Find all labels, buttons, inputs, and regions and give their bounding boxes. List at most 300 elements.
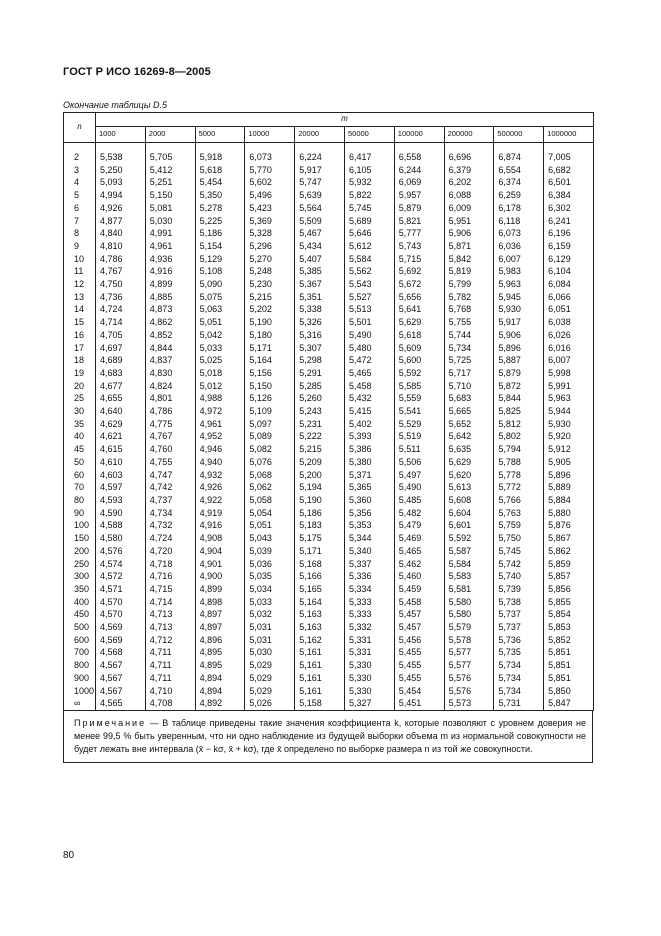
k-value-cell: 5,455 xyxy=(394,672,444,685)
k-value-cell: 5,455 xyxy=(394,646,444,659)
k-value-cell: 5,109 xyxy=(245,405,295,418)
table-row xyxy=(64,303,594,316)
k-value-cell: 5,036 xyxy=(245,558,295,571)
k-value-cell: 5,330 xyxy=(344,659,394,672)
k-value-cell: 5,026 xyxy=(245,697,295,710)
k-value-cell: 5,171 xyxy=(295,545,345,558)
k-value-cell: 4,569 xyxy=(96,634,146,647)
k-value-cell: 5,584 xyxy=(444,558,494,571)
m-column-header: 500000 xyxy=(494,127,544,143)
k-value-cell: 5,991 xyxy=(544,380,594,393)
k-value-cell: 5,511 xyxy=(394,443,444,456)
k-value-cell: 5,150 xyxy=(245,380,295,393)
k-value-cell: 4,710 xyxy=(145,685,195,698)
k-value-cell: 5,029 xyxy=(245,685,295,698)
k-value-cell: 5,778 xyxy=(494,469,544,482)
table-head xyxy=(64,113,594,143)
k-value-cell: 5,717 xyxy=(444,367,494,380)
k-value-cell: 4,593 xyxy=(96,494,146,507)
k-value-cell: 5,932 xyxy=(344,176,394,189)
k-value-cell: 4,570 xyxy=(96,596,146,609)
k-value-cell: 5,592 xyxy=(394,367,444,380)
k-value-cell: 4,705 xyxy=(96,329,146,342)
k-value-cell: 4,714 xyxy=(96,316,146,329)
k-value-cell: 6,379 xyxy=(444,164,494,177)
k-value-cell: 5,577 xyxy=(444,659,494,672)
k-value-cell: 4,629 xyxy=(96,418,146,431)
k-value-cell: 5,731 xyxy=(494,697,544,710)
n-value-cell: 25 xyxy=(64,392,96,405)
table-row xyxy=(64,456,594,469)
k-value-cell: 5,766 xyxy=(494,494,544,507)
table-row xyxy=(64,685,594,698)
n-value-cell: 250 xyxy=(64,558,96,571)
k-value-cell: 5,039 xyxy=(245,545,295,558)
k-value-cell: 5,194 xyxy=(295,481,345,494)
k-value-cell: 5,850 xyxy=(544,685,594,698)
k-value-cell: 4,844 xyxy=(145,342,195,355)
k-value-cell: 5,025 xyxy=(195,354,245,367)
k-value-cell: 5,459 xyxy=(394,583,444,596)
k-value-cell: 5,847 xyxy=(544,697,594,710)
k-value-cell: 5,222 xyxy=(295,430,345,443)
k-value-cell: 4,877 xyxy=(96,215,146,228)
k-value-cell: 5,734 xyxy=(494,659,544,672)
k-value-cell: 5,635 xyxy=(444,443,494,456)
k-value-cell: 5,407 xyxy=(295,253,345,266)
k-value-cell: 5,618 xyxy=(195,164,245,177)
k-value-cell: 5,340 xyxy=(344,545,394,558)
k-value-cell: 5,457 xyxy=(394,621,444,634)
k-value-cell: 4,760 xyxy=(145,443,195,456)
k-value-cell: 5,601 xyxy=(444,519,494,532)
k-value-cell: 4,972 xyxy=(195,405,245,418)
table-row xyxy=(64,697,594,710)
k-value-cell: 5,917 xyxy=(295,164,345,177)
k-value-cell: 5,126 xyxy=(245,392,295,405)
k-value-cell: 5,734 xyxy=(494,685,544,698)
k-value-cell: 5,583 xyxy=(444,570,494,583)
k-value-cell: 5,672 xyxy=(394,278,444,291)
k-value-cell: 5,600 xyxy=(394,354,444,367)
k-value-cell: 5,458 xyxy=(394,596,444,609)
k-value-cell: 4,936 xyxy=(145,253,195,266)
k-value-cell: 5,918 xyxy=(195,143,245,164)
n-value-cell: 90 xyxy=(64,507,96,520)
k-value-cell: 5,231 xyxy=(295,418,345,431)
k-value-cell: 5,371 xyxy=(344,469,394,482)
n-value-cell: 10 xyxy=(64,253,96,266)
k-value-cell: 5,029 xyxy=(245,672,295,685)
k-value-cell: 4,810 xyxy=(96,240,146,253)
k-value-cell: 5,163 xyxy=(295,621,345,634)
k-value-cell: 5,602 xyxy=(245,176,295,189)
k-value-cell: 5,062 xyxy=(245,481,295,494)
n-column-header: n xyxy=(64,113,96,143)
table-row xyxy=(64,443,594,456)
k-value-cell: 5,799 xyxy=(444,278,494,291)
n-value-cell: 40 xyxy=(64,430,96,443)
table-row xyxy=(64,405,594,418)
k-value-cell: 5,930 xyxy=(544,418,594,431)
k-value-cell: 5,296 xyxy=(245,240,295,253)
k-value-cell: 4,873 xyxy=(145,303,195,316)
k-value-cell: 5,998 xyxy=(544,367,594,380)
n-value-cell: ∞ xyxy=(64,697,96,710)
k-value-cell: 4,892 xyxy=(195,697,245,710)
k-value-cell: 4,716 xyxy=(145,570,195,583)
table-row xyxy=(64,532,594,545)
k-value-cell: 5,480 xyxy=(344,342,394,355)
m-column-header: 20000 xyxy=(295,127,345,143)
k-value-cell: 5,018 xyxy=(195,367,245,380)
k-value-cell: 5,260 xyxy=(295,392,345,405)
n-value-cell: 300 xyxy=(64,570,96,583)
k-value-cell: 5,165 xyxy=(295,583,345,596)
k-value-cell: 5,042 xyxy=(195,329,245,342)
k-value-cell: 5,734 xyxy=(444,342,494,355)
k-value-cell: 4,720 xyxy=(145,545,195,558)
k-value-cell: 5,880 xyxy=(544,507,594,520)
n-value-cell: 6 xyxy=(64,202,96,215)
k-value-cell: 5,944 xyxy=(544,405,594,418)
table-row xyxy=(64,392,594,405)
k-value-cell: 5,581 xyxy=(444,583,494,596)
k-value-cell: 5,058 xyxy=(245,494,295,507)
table-row xyxy=(64,659,594,672)
n-value-cell: 350 xyxy=(64,583,96,596)
k-value-cell: 5,043 xyxy=(245,532,295,545)
k-value-cell: 5,451 xyxy=(394,697,444,710)
k-value-cell: 6,501 xyxy=(544,176,594,189)
k-value-cell: 4,896 xyxy=(195,634,245,647)
k-value-cell: 5,462 xyxy=(394,558,444,571)
k-value-cell: 5,745 xyxy=(494,545,544,558)
table-row xyxy=(64,507,594,520)
k-value-cell: 4,961 xyxy=(145,240,195,253)
n-value-cell: 700 xyxy=(64,646,96,659)
k-value-cell: 5,857 xyxy=(544,570,594,583)
k-value-cell: 5,896 xyxy=(494,342,544,355)
k-value-cell: 5,750 xyxy=(494,532,544,545)
k-value-cell: 5,454 xyxy=(394,685,444,698)
k-value-cell: 4,736 xyxy=(96,291,146,304)
k-value-cell: 5,190 xyxy=(245,316,295,329)
table-row xyxy=(64,176,594,189)
table-row xyxy=(64,278,594,291)
table-row xyxy=(64,367,594,380)
k-value-cell: 5,527 xyxy=(344,291,394,304)
k-value-cell: 5,951 xyxy=(444,215,494,228)
k-value-cell: 5,856 xyxy=(544,583,594,596)
n-value-cell: 5 xyxy=(64,189,96,202)
k-value-cell: 5,328 xyxy=(245,227,295,240)
k-value-cell: 5,585 xyxy=(394,380,444,393)
k-value-cell: 4,640 xyxy=(96,405,146,418)
k-value-cell: 5,821 xyxy=(394,215,444,228)
k-value-cell: 5,740 xyxy=(494,570,544,583)
k-value-cell: 4,689 xyxy=(96,354,146,367)
k-value-cell: 5,538 xyxy=(96,143,146,164)
k-value-cell: 4,724 xyxy=(96,303,146,316)
k-value-cell: 4,786 xyxy=(145,405,195,418)
n-value-cell: 400 xyxy=(64,596,96,609)
k-value-cell: 5,081 xyxy=(145,202,195,215)
k-value-cell: 5,458 xyxy=(344,380,394,393)
k-value-cell: 5,983 xyxy=(494,265,544,278)
k-value-cell: 5,580 xyxy=(444,596,494,609)
k-value-cell: 5,330 xyxy=(344,685,394,698)
k-value-cell: 4,567 xyxy=(96,672,146,685)
k-value-cell: 4,926 xyxy=(195,481,245,494)
k-value-cell: 6,066 xyxy=(544,291,594,304)
k-value-cell: 5,641 xyxy=(394,303,444,316)
coefficient-table xyxy=(63,112,594,711)
k-value-cell: 5,642 xyxy=(444,430,494,443)
n-value-cell: 900 xyxy=(64,672,96,685)
k-value-cell: 5,735 xyxy=(494,646,544,659)
table-row xyxy=(64,545,594,558)
document-header: ГОСТ Р ИСО 16269-8—2005 xyxy=(63,66,211,78)
k-value-cell: 4,894 xyxy=(195,685,245,698)
k-value-cell: 5,734 xyxy=(494,672,544,685)
k-value-cell: 5,156 xyxy=(245,367,295,380)
k-value-cell: 5,161 xyxy=(295,659,345,672)
k-value-cell: 5,692 xyxy=(394,265,444,278)
k-value-cell: 5,030 xyxy=(245,646,295,659)
n-value-cell: 800 xyxy=(64,659,96,672)
k-value-cell: 5,171 xyxy=(245,342,295,355)
k-value-cell: 5,497 xyxy=(394,469,444,482)
k-value-cell: 5,788 xyxy=(494,456,544,469)
k-value-cell: 5,930 xyxy=(494,303,544,316)
m-column-header: 1000000 xyxy=(544,127,594,143)
table-row xyxy=(64,215,594,228)
k-value-cell: 5,705 xyxy=(145,143,195,164)
k-value-cell: 5,506 xyxy=(394,456,444,469)
k-value-cell: 5,330 xyxy=(344,672,394,685)
k-value-cell: 5,331 xyxy=(344,646,394,659)
k-value-cell: 5,298 xyxy=(295,354,345,367)
k-value-cell: 4,715 xyxy=(145,583,195,596)
k-value-cell: 5,385 xyxy=(295,265,345,278)
k-value-cell: 4,926 xyxy=(96,202,146,215)
table-row xyxy=(64,143,594,164)
k-value-cell: 4,615 xyxy=(96,443,146,456)
k-value-cell: 5,469 xyxy=(394,532,444,545)
k-value-cell: 5,759 xyxy=(494,519,544,532)
n-value-cell: 2 xyxy=(64,143,96,164)
table-row xyxy=(64,202,594,215)
k-value-cell: 5,777 xyxy=(394,227,444,240)
k-value-cell: 4,897 xyxy=(195,621,245,634)
table-row xyxy=(64,481,594,494)
k-value-cell: 4,932 xyxy=(195,469,245,482)
table-row xyxy=(64,316,594,329)
k-value-cell: 5,175 xyxy=(295,532,345,545)
k-value-cell: 4,946 xyxy=(195,443,245,456)
k-value-cell: 5,715 xyxy=(394,253,444,266)
k-value-cell: 4,712 xyxy=(145,634,195,647)
table-row xyxy=(64,265,594,278)
k-value-cell: 5,344 xyxy=(344,532,394,545)
k-value-cell: 4,742 xyxy=(145,481,195,494)
k-value-cell: 5,725 xyxy=(444,354,494,367)
m-column-header: 50000 xyxy=(344,127,394,143)
k-value-cell: 6,009 xyxy=(444,202,494,215)
k-value-cell: 6,682 xyxy=(544,164,594,177)
k-value-cell: 5,920 xyxy=(544,430,594,443)
n-value-cell: 3 xyxy=(64,164,96,177)
table-row xyxy=(64,253,594,266)
k-value-cell: 5,867 xyxy=(544,532,594,545)
k-value-cell: 6,073 xyxy=(494,227,544,240)
k-value-cell: 5,467 xyxy=(295,227,345,240)
k-value-cell: 5,509 xyxy=(295,215,345,228)
k-value-cell: 5,454 xyxy=(195,176,245,189)
k-value-cell: 4,940 xyxy=(195,456,245,469)
k-value-cell: 5,326 xyxy=(295,316,345,329)
k-value-cell: 4,597 xyxy=(96,481,146,494)
k-value-cell: 5,541 xyxy=(394,405,444,418)
k-value-cell: 5,854 xyxy=(544,608,594,621)
k-value-cell: 5,164 xyxy=(245,354,295,367)
m-column-header: 100000 xyxy=(394,127,444,143)
n-value-cell: 15 xyxy=(64,316,96,329)
k-value-cell: 5,393 xyxy=(344,430,394,443)
k-value-cell: 5,029 xyxy=(245,659,295,672)
k-value-cell: 5,819 xyxy=(444,265,494,278)
k-value-cell: 5,738 xyxy=(494,596,544,609)
table-row xyxy=(64,672,594,685)
k-value-cell: 6,384 xyxy=(544,189,594,202)
k-value-cell: 6,038 xyxy=(544,316,594,329)
k-value-cell: 5,331 xyxy=(344,634,394,647)
k-value-cell: 5,054 xyxy=(245,507,295,520)
k-value-cell: 4,565 xyxy=(96,697,146,710)
n-value-cell: 9 xyxy=(64,240,96,253)
k-value-cell: 5,350 xyxy=(195,189,245,202)
k-value-cell: 5,243 xyxy=(295,405,345,418)
k-value-cell: 4,898 xyxy=(195,596,245,609)
k-value-cell: 4,569 xyxy=(96,621,146,634)
k-value-cell: 6,016 xyxy=(544,342,594,355)
k-value-cell: 4,904 xyxy=(195,545,245,558)
k-value-cell: 6,104 xyxy=(544,265,594,278)
k-value-cell: 6,105 xyxy=(344,164,394,177)
k-value-cell: 5,844 xyxy=(494,392,544,405)
k-value-cell: 4,683 xyxy=(96,367,146,380)
k-value-cell: 5,683 xyxy=(444,392,494,405)
k-value-cell: 5,576 xyxy=(444,685,494,698)
k-value-cell: 6,159 xyxy=(544,240,594,253)
k-value-cell: 5,802 xyxy=(494,430,544,443)
table-row xyxy=(64,380,594,393)
k-value-cell: 4,713 xyxy=(145,621,195,634)
k-value-cell: 5,689 xyxy=(344,215,394,228)
k-value-cell: 4,852 xyxy=(145,329,195,342)
k-value-cell: 5,543 xyxy=(344,278,394,291)
k-value-cell: 5,513 xyxy=(344,303,394,316)
k-value-cell: 5,183 xyxy=(295,519,345,532)
k-value-cell: 5,763 xyxy=(494,507,544,520)
k-value-cell: 4,718 xyxy=(145,558,195,571)
k-value-cell: 5,710 xyxy=(444,380,494,393)
k-value-cell: 5,068 xyxy=(245,469,295,482)
k-value-cell: 5,772 xyxy=(494,481,544,494)
table-row xyxy=(64,583,594,596)
n-value-cell: 4 xyxy=(64,176,96,189)
k-value-cell: 4,655 xyxy=(96,392,146,405)
table-body xyxy=(64,143,594,711)
k-value-cell: 5,963 xyxy=(494,278,544,291)
m-values-header-row xyxy=(64,127,594,143)
k-value-cell: 5,770 xyxy=(245,164,295,177)
k-value-cell: 5,652 xyxy=(444,418,494,431)
k-value-cell: 5,957 xyxy=(394,189,444,202)
k-value-cell: 5,896 xyxy=(544,469,594,482)
k-value-cell: 5,747 xyxy=(295,176,345,189)
k-value-cell: 4,574 xyxy=(96,558,146,571)
k-value-cell: 5,291 xyxy=(295,367,345,380)
k-value-cell: 5,822 xyxy=(344,189,394,202)
k-value-cell: 5,180 xyxy=(245,329,295,342)
k-value-cell: 6,558 xyxy=(394,143,444,164)
k-value-cell: 5,380 xyxy=(344,456,394,469)
n-value-cell: 50 xyxy=(64,456,96,469)
k-value-cell: 5,456 xyxy=(394,634,444,647)
k-value-cell: 6,129 xyxy=(544,253,594,266)
n-value-cell: 12 xyxy=(64,278,96,291)
k-value-cell: 5,161 xyxy=(295,672,345,685)
k-value-cell: 5,519 xyxy=(394,430,444,443)
n-value-cell: 150 xyxy=(64,532,96,545)
k-value-cell: 6,073 xyxy=(245,143,295,164)
k-value-cell: 4,576 xyxy=(96,545,146,558)
m-column-header: 2000 xyxy=(145,127,195,143)
k-value-cell: 5,075 xyxy=(195,291,245,304)
k-value-cell: 5,166 xyxy=(295,570,345,583)
k-value-cell: 5,646 xyxy=(344,227,394,240)
k-value-cell: 5,209 xyxy=(295,456,345,469)
k-value-cell: 7,005 xyxy=(544,143,594,164)
k-value-cell: 6,084 xyxy=(544,278,594,291)
k-value-cell: 5,577 xyxy=(444,646,494,659)
k-value-cell: 5,278 xyxy=(195,202,245,215)
k-value-cell: 5,482 xyxy=(394,507,444,520)
k-value-cell: 5,862 xyxy=(544,545,594,558)
k-value-cell: 5,367 xyxy=(295,278,345,291)
n-value-cell: 20 xyxy=(64,380,96,393)
k-value-cell: 4,901 xyxy=(195,558,245,571)
k-value-cell: 4,885 xyxy=(145,291,195,304)
k-value-cell: 5,768 xyxy=(444,303,494,316)
k-value-cell: 5,905 xyxy=(544,456,594,469)
table-row xyxy=(64,519,594,532)
k-value-cell: 4,862 xyxy=(145,316,195,329)
k-value-cell: 4,895 xyxy=(195,659,245,672)
k-value-cell: 5,479 xyxy=(394,519,444,532)
k-value-cell: 5,604 xyxy=(444,507,494,520)
k-value-cell: 5,742 xyxy=(494,558,544,571)
k-value-cell: 5,879 xyxy=(494,367,544,380)
k-value-cell: 6,088 xyxy=(444,189,494,202)
k-value-cell: 5,576 xyxy=(444,672,494,685)
k-value-cell: 5,851 xyxy=(544,646,594,659)
k-value-cell: 6,554 xyxy=(494,164,544,177)
k-value-cell: 5,082 xyxy=(245,443,295,456)
table-row xyxy=(64,342,594,355)
